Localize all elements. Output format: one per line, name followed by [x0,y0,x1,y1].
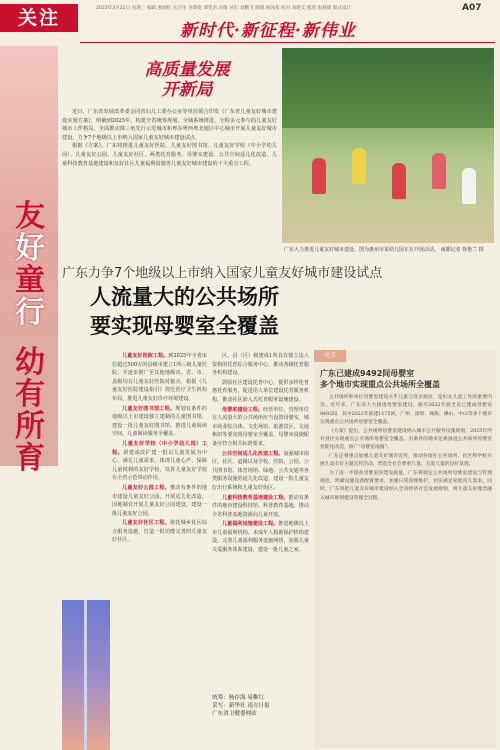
highlight-paragraph: 公共场所和单位母婴室建设关乎儿童与母亲福祉，是妇女儿童工作的重要内容。近年来，广东省大力推进母婴室建设，截至2022年底全省已建成母婴室9492间，其中2022年新建1175间。广州、深圳、珠海、佛山、中山等多个地市实现重点公共场所母婴室全覆盖。 [320,395,492,426]
banner-char: 所 [15,409,45,444]
paragraph-text: 到2025年全省床位超过500万的县级市建立1所三级儿童医院，并逐步推广至其他地级市。省、市、县级均有儿童友好医院对接点，根据《儿童友好医院建设指引》规范医疗卫生机构布局，推进儿童友好诊疗环境建设。 [112,353,207,402]
article-paragraph [212,520,309,554]
paragraph-text: 推动有条件的地市建设儿童友好公园，开展适儿化改造，因地制宜开展儿童友好公园建设，建设一批儿童友好公园。 [112,484,207,517]
photo-figure [352,148,366,184]
banner-char: 幼 [15,345,45,380]
paragraph-text: 经营单位、管理单位在人流量大的公共场所应当设置母婴室，城市商业综合体、文化场馆、旅游景区、交通枢纽等要实现母婴室全覆盖，母婴室设施配备应符合相关标准要求。 [212,406,309,447]
paragraph-text: 推进地级以上市儿童福利机构、未成年人救助保护机构建设，完善儿童福利服务设施网络，加强儿童关爱服务体系建设，建设一批儿童之家。 [212,521,309,554]
paragraph-text: 区，县（区）级建成1所具有独立法人资格的托育综合服务中心，推动各级托育服务机构建设。 [212,353,309,377]
highlight-box [314,350,496,748]
edition-meta: 2023年3月22日 星期三 编辑 惠细红 实习生 李菁妮 谭雯君 冯绮 丛叮 刘鹏飞 制图 林泳希 校对 刘晓艾 熊瑶 张静锦 版式设计 [96,6,352,11]
banner-char: 好 [15,231,45,266]
article-paragraph [112,405,207,439]
credit-line: 广东省卫健委网站 [212,711,257,717]
highlight-paragraph: 《方案》提出，公共场所母婴室建设纳入城市公共服务设施规划，2025年所有县区实现重点公共场所母婴室全覆盖。有条件的地市还将推进公共场所母婴室智能化改造，推广"母婴室地图"。 [320,428,492,451]
photo-caption: 广东大力推进儿童友好城市建设，图为惠州市某幼儿园正在开展活动。 南都记者 徐艳兰 摄 [284,247,484,253]
intro-paragraph: 近日，广东省发展改革委会同省妇儿工委办公室等单位联合印发《广东省儿童友好城市建设实施方案》，明确到2025年，构建全省统筹规划、全域系统推进、全程多元参与的儿童友好城市工作格局，全面推动珠三角先行示范城市和粤东粤西粤北地区中心城市开展儿童友好城市建设，力争7个地级以上市纳入国家儿童友好城市建设试点。 [62,109,277,141]
paragraph-lead: 公共空间适儿化改造工程。 [222,450,284,457]
credit-line: 统筹：杨存海 易稚红 [212,695,265,701]
photo-figure [312,158,326,194]
paragraph-text: 加强城市街区、社区、道路以及学校、医院、公园、公共图书馆、体育场馆、绿地、公共交通等各类服务设施的适儿化改造，建设一批儿童友好出行系统和儿童友好街区。 [212,450,309,491]
article-column-2 [212,352,309,750]
paragraph-lead: 母婴室建设工程。 [222,406,263,413]
article-paragraph [112,519,207,545]
photo-figure [432,153,446,189]
paragraph-text: 新建或改扩建一批以儿童发展为中心，满足儿童需求，体现儿童心声，保障儿童权利的友好学校，发挥儿童友好学校在全省示范带动作用。 [112,449,207,482]
header-rule [80,42,495,43]
paragraph-lead: 儿童科技教育基地建设工程。 [222,494,289,501]
highlight-label: 亮点 [314,350,346,362]
article-paragraph [112,352,207,404]
paragraph-text: 推动有条件的地市建设科技馆、科普教育基地，推动全省科普基地资源向儿童开放。 [212,494,309,518]
highlight-body [320,394,492,503]
side-banner [0,46,58,476]
article-paragraph [112,484,207,518]
photo-detail [84,600,87,750]
banner-char: 行 [15,295,45,330]
intro-paragraph: 根据《方案》，广东将推进儿童友好医院、儿童友好图书馆、儿童友好学校（中小学幼儿园）、儿童友好公园、儿童友好社区、两类托育服务、母婴室建设、公共空间适儿化改造、儿童科技教育基地建设和友好社区儿童福利设施等儿童友好城市建设的十大重点工程。 [62,143,277,167]
paragraph-text: 鼓励社区建设托育中心，提供多样化普惠托育服务，促进用人单位建设托育服务机构，推动社区嵌入式托育服务设施建设。 [212,379,309,403]
paragraph-lead: 儿童友好图书馆工程。 [122,405,176,412]
intro-text [62,108,277,168]
page-number: A07 [462,3,482,13]
highlight-title: 广东已建成9492间母婴室 多个地市实现重点公共场所全覆盖 [320,369,440,389]
paragraph-lead: 儿童福利设施建设工程。 [222,521,279,528]
slogan: 新时代·新征程·新伟业 [180,21,356,41]
paragraph-lead: 儿童友好社区工程。 [122,520,170,527]
paragraph-lead: 儿童友好公园工程。 [122,484,170,491]
article-paragraph [212,450,309,493]
banner-char: 有 [15,377,45,412]
mother-child-photo [62,600,110,750]
photo-figure [392,163,406,199]
credit-line: 采写：新华社 南方日报 [212,703,270,709]
kicker-title: 高质量发展 开新局 [144,60,230,100]
article-paragraph [212,494,309,520]
paragraph-lead: 儿童友好医院工程。 [122,353,169,359]
article-paragraph [212,379,309,405]
subheadline: 广东力争7个地级以上市纳入国家儿童友好城市建设试点 [62,266,383,281]
headline: 人流量大的公共场所 要实现母婴室全覆盖 [90,285,279,338]
banner-char: 友 [15,199,45,234]
article-credits [212,694,309,718]
highlight-paragraph: 为了进一步提高母婴室的建设质量，广东将制定公共场所母婴室建设与管理规范，明确设施设备配置要求，加强日常管理维护，切实满足家庭育儿需求。同时，广东将把儿童友好城市建设纳入全省经济社会发展规划，将儿童友好理念融入城市规划建设管理全过程。 [320,470,492,501]
article-paragraph [212,406,309,449]
section-tag: 关注 [0,4,78,32]
paragraph-text: 依托城乡社区综合服务设施，打造一批功能完善的儿童友好社区。 [112,520,207,544]
paragraph-text: 规划有条件的地级以上市建设独立建制的儿童图书馆，建设一批儿童友好图书馆，推进儿童阅读空间、儿童阅读服务全覆盖。 [112,405,207,438]
banner-char: 童 [15,263,45,298]
article-paragraph [112,440,207,483]
paragraph-lead: 儿童友好学校（中小学幼儿园）工程。 [112,440,207,456]
article-column-1 [112,352,207,750]
kindergarten-activity-photo [282,48,494,243]
banner-char: 育 [15,441,45,476]
photo-figure [462,168,476,204]
highlight-paragraph: 广东还将重点加强儿童友好城市宣传，推动各地在公共场所、社区和学校开展儿童友好主题宣传活动，营造全社会尊重儿童、关爱儿童的良好氛围。 [320,453,492,468]
article-paragraph [212,352,309,378]
photo-background [282,48,494,128]
page-header [0,0,500,44]
